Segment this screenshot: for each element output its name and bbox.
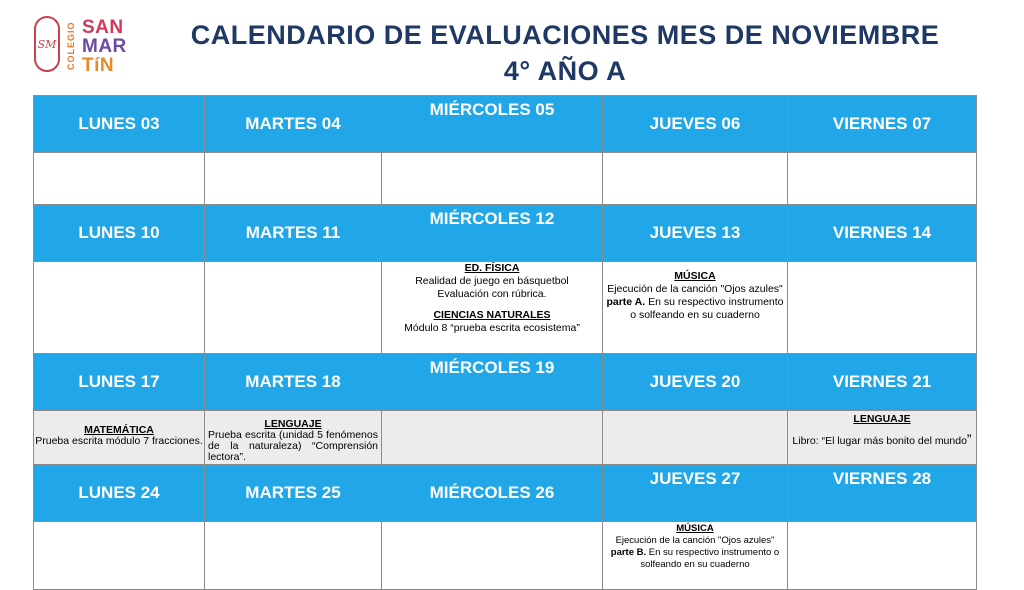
day-cell (603, 411, 788, 465)
day-header: MIÉRCOLES 12 (382, 205, 603, 262)
day-header: MARTES 04 (205, 96, 382, 153)
day-header: LUNES 10 (34, 205, 205, 262)
day-cell (788, 153, 977, 205)
day-header: MARTES 18 (205, 354, 382, 411)
day-cell (34, 262, 205, 354)
day-cell-evaluation (603, 522, 788, 590)
day-cell (205, 522, 382, 590)
evaluation-part: parte B. (610, 547, 647, 558)
evaluation-text: Ejecución de la canción "Ojos azules" (615, 535, 775, 546)
day-cell (382, 153, 603, 205)
day-header: JUEVES 06 (603, 96, 788, 153)
day-header: JUEVES 13 (603, 205, 788, 262)
evaluation-text: En su respectivo instrumento o solfeando en su cuaderno (630, 296, 784, 321)
subject-label: LENGUAJE (853, 413, 911, 425)
day-header: MIÉRCOLES 26 (382, 465, 603, 522)
evaluation-text: Evaluación con rúbrica. (437, 288, 547, 300)
day-header: VIERNES 07 (788, 96, 977, 153)
evaluation-text: Ejecución de la canción "Ojos azules" (607, 283, 783, 295)
evaluation-text: Prueba escrita módulo 7 fracciones. (35, 435, 203, 447)
logo-word-mar: MAR (82, 36, 127, 57)
evaluation-text: Realidad de juego en básquetbol (415, 275, 569, 287)
day-cell (788, 262, 977, 354)
day-cell (34, 153, 205, 205)
day-cell-evaluation (603, 262, 788, 354)
day-cell (382, 522, 603, 590)
closing-quote: ” (966, 431, 972, 447)
page-subtitle: 4° AÑO A (503, 56, 627, 86)
evaluation-calendar (33, 95, 977, 590)
subject-label: MATEMÁTICA (84, 424, 154, 436)
day-cell-evaluation (205, 411, 382, 465)
day-cell-evaluation (382, 262, 603, 354)
day-header: VIERNES 28 (788, 465, 977, 522)
day-cell (205, 153, 382, 205)
day-cell-evaluation (34, 411, 205, 465)
subject-label: LENGUAJE (264, 418, 322, 430)
day-header: LUNES 24 (34, 465, 205, 522)
logo-word-tin: TíN (82, 55, 115, 76)
subject-label: MÚSICA (676, 523, 714, 534)
logo-colegio-text: COLEGIO (66, 21, 76, 71)
evaluation-text: Libro: “El lugar más bonito del mundo (792, 435, 967, 447)
evaluation-text: En su respectivo instrumento o solfeando en su cuaderno (640, 547, 780, 570)
day-header: MIÉRCOLES 05 (382, 96, 603, 153)
day-cell (788, 522, 977, 590)
day-cell (34, 522, 205, 590)
day-header: VIERNES 21 (788, 354, 977, 411)
logo-seal: SM (34, 16, 60, 72)
evaluation-text: Prueba escrita (unidad 5 fenómenos de la naturaleza) “Comprensión lectora”. (208, 429, 378, 463)
day-cell (603, 153, 788, 205)
evaluation-part: parte A. (606, 296, 646, 308)
evaluation-text: Módulo 8 “prueba escrita ecosistema” (404, 322, 580, 334)
day-header: JUEVES 20 (603, 354, 788, 411)
day-header: MARTES 11 (205, 205, 382, 262)
page-title: CALENDARIO DE EVALUACIONES MES DE NOVIEMBRE (190, 20, 940, 50)
day-header: LUNES 03 (34, 96, 205, 153)
day-cell (205, 262, 382, 354)
day-header: LUNES 17 (34, 354, 205, 411)
school-logo (34, 14, 146, 78)
subject-label: ED. FÍSICA (464, 262, 520, 274)
day-cell (382, 411, 603, 465)
day-cell-evaluation (788, 411, 977, 465)
subject-label: CIENCIAS NATURALES (433, 309, 551, 321)
logo-word-san: SAN (82, 17, 124, 38)
subject-label: MÚSICA (674, 270, 716, 282)
day-header: JUEVES 27 (603, 465, 788, 522)
day-header: MIÉRCOLES 19 (382, 354, 603, 411)
day-header: VIERNES 14 (788, 205, 977, 262)
day-header: MARTES 25 (205, 465, 382, 522)
